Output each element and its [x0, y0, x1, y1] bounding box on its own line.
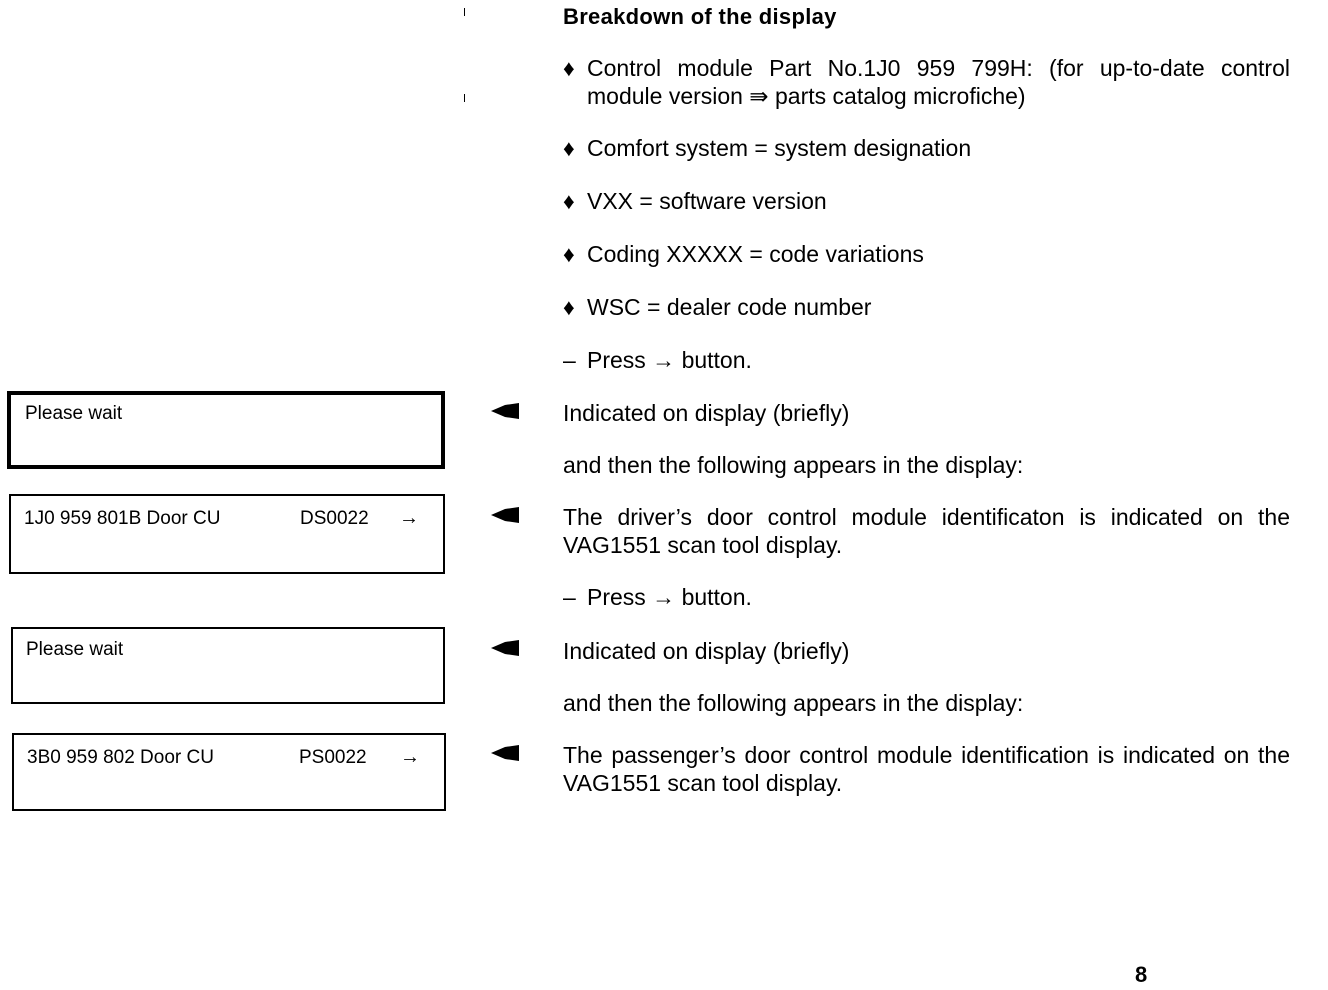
pointer-icon: [491, 506, 519, 524]
bullet-text: Control module Part No.1J0 959 799H: (for up-to-date control module version ⇛ parts catalog microfiche): [587, 55, 1290, 109]
scan-speck: [464, 94, 465, 102]
instruction-text: Press → button.: [587, 584, 752, 610]
bullet-item: [563, 187, 1290, 215]
bullet-item: [563, 293, 1290, 321]
step-text: Indicated on display (briefly): [563, 400, 850, 426]
pointer-icon: [491, 744, 519, 762]
arrow-icon: →: [399, 507, 419, 529]
dash-mark: –: [563, 584, 576, 610]
pointer-icon: [491, 402, 519, 420]
display-text: 1J0 959 801B Door CU: [24, 508, 221, 529]
display-box: [7, 391, 445, 469]
scan-speck: [464, 8, 465, 16]
page-number: 8: [1135, 962, 1148, 987]
display-text: Please wait: [26, 639, 124, 660]
bullet-item: [563, 240, 1290, 268]
section-heading: Breakdown of the display: [563, 4, 837, 29]
bullet-mark: ♦: [563, 241, 575, 267]
bullet-text: WSC = dealer code number: [587, 294, 872, 320]
display-box: [9, 494, 445, 574]
step-follow-text: and then the following appears in the display:: [563, 690, 1024, 716]
step-text: The driver’s door control module identificaton is indicated on the VAG1551 scan tool display.: [563, 504, 1290, 558]
bullet-mark: ♦: [563, 135, 575, 161]
bullet-text: Comfort system = system designation: [587, 135, 972, 161]
display-code: DS0022: [300, 508, 369, 529]
bullet-mark: ♦: [563, 294, 575, 320]
step-follow-text: and then the following appears in the display:: [563, 452, 1024, 478]
press-instruction: [563, 346, 1290, 374]
bullet-mark: ♦: [563, 188, 575, 214]
display-box: [11, 627, 445, 704]
step-text: Indicated on display (briefly): [563, 638, 850, 664]
bullet-item: [563, 54, 1290, 110]
arrow-icon: →: [400, 746, 420, 768]
bullet-text: VXX = software version: [587, 188, 827, 214]
display-code: PS0022: [299, 747, 367, 768]
pointer-icon: [491, 639, 519, 657]
step-text: The passenger’s door control module identification is indicated on the VAG1551 scan tool display.: [563, 742, 1290, 796]
instruction-text: Press → button.: [587, 347, 752, 373]
bullet-text: Coding XXXXX = code variations: [587, 241, 924, 267]
display-box: [12, 733, 446, 811]
press-instruction: [563, 583, 1290, 611]
display-text: Please wait: [25, 403, 123, 424]
dash-mark: –: [563, 347, 576, 373]
display-text: 3B0 959 802 Door CU: [27, 747, 214, 768]
bullet-item: [563, 134, 1290, 162]
bullet-mark: ♦: [563, 55, 575, 81]
